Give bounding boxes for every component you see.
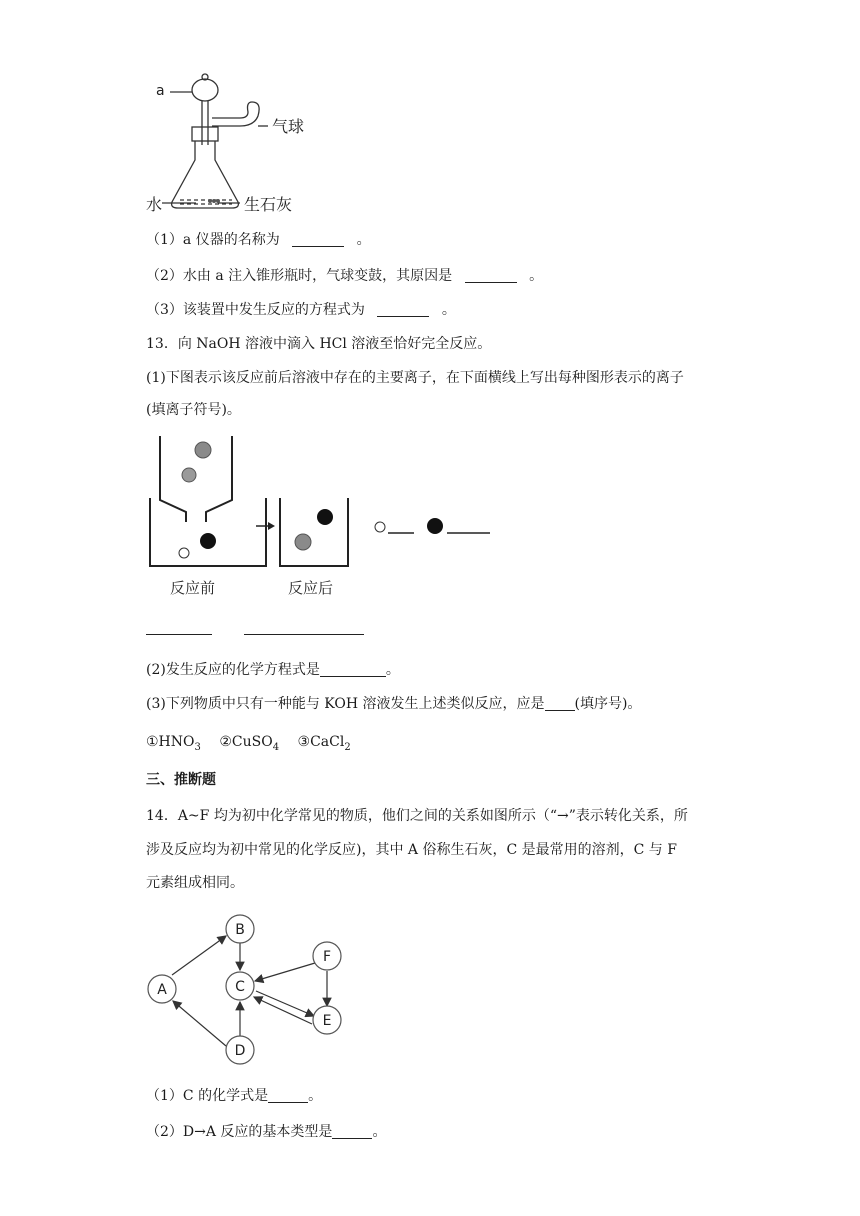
answer-blank[interactable] [465, 268, 517, 283]
label-before: 反应前 [170, 579, 216, 597]
q13-part3-end: (填序号)。 [574, 696, 642, 712]
ion-beaker-figure [140, 430, 500, 610]
node-A-label: A [157, 982, 167, 998]
q13-part2-end: 。 [385, 662, 400, 678]
section-title: 三、推断题 [146, 772, 216, 788]
ion-answer-blank-1[interactable] [146, 634, 212, 635]
ion-answer-blank-2[interactable] [244, 634, 364, 635]
ion-black-icon [317, 509, 333, 525]
q12-part1 [146, 230, 371, 250]
q14-part1 [146, 1086, 322, 1106]
option-2: ②CuSO$_4$ [219, 734, 280, 753]
q14-stem-line3: 元素组成相同。 [146, 875, 244, 891]
label-balloon: 气球 [272, 117, 305, 136]
q14-stem-line2: 涉及反应均为初中常见的化学反应)，其中 A 俗称生石灰，C 是最常用的溶剂，C 与 F [146, 842, 677, 858]
q14-stem-line1: 14．A~F 均为初中化学常见的物质，他们之间的关系如图所示（“→”表示转化关系，所 [146, 808, 688, 824]
answer-blank[interactable] [292, 232, 344, 247]
node-E-label: E [322, 1013, 332, 1029]
label-quicklime: 生石灰 [244, 195, 293, 214]
q13-part3-text: (3)下列物质中只有一种能与 KOH 溶液发生上述类似反应，应是 [146, 696, 545, 712]
q14-part1-end: 。 [308, 1088, 323, 1104]
label-water: 水 [146, 195, 163, 214]
legend-black-ion-icon [427, 518, 443, 534]
q12-part2-text: （2）水由 a 注入锥形瓶时，气球变鼓，其原因是 [146, 268, 453, 284]
answer-blank[interactable] [332, 1124, 372, 1139]
answer-blank[interactable] [545, 696, 575, 711]
q14-part2-text: （2）D→A 反应的基本类型是 [146, 1124, 333, 1140]
q12-part3-end: 。 [441, 302, 456, 318]
q13-options [146, 732, 351, 758]
option-1: $①HNO_3$ [146, 734, 201, 753]
label-a: a [156, 83, 165, 99]
label-after: 反应后 [288, 579, 334, 597]
ion-gray-icon [182, 468, 196, 482]
q13-part3 [146, 694, 641, 714]
q13-part2 [146, 660, 400, 680]
option-3: ③CaCl$_2$ [297, 734, 351, 753]
node-B-label: B [235, 922, 245, 938]
q12-part2 [146, 266, 543, 286]
q12-part3-text: （3）该装置中发生反应的方程式为 [146, 302, 365, 318]
q13-part2-text: (2)发生反应的化学方程式是 [146, 662, 320, 678]
q13-part1-line2: (填离子符号)。 [146, 402, 241, 418]
relation-diagram [140, 908, 360, 1068]
q13-stem: 13．向 NaOH 溶液中滴入 HCl 溶液至恰好完全反应。 [146, 336, 492, 352]
answer-blank[interactable] [268, 1088, 308, 1103]
q12-part1-text: （1）a 仪器的名称为 [146, 232, 280, 248]
answer-blank[interactable] [320, 662, 386, 677]
node-F-label: F [322, 949, 332, 965]
q12-part3 [146, 300, 456, 320]
flask-apparatus-figure [140, 70, 340, 220]
q13-part1-line1: (1)下图表示该反应前后溶液中存在的主要离子，在下面横线上写出每种图形表示的离子 [146, 370, 684, 386]
q12-part1-end: 。 [356, 232, 371, 248]
q14-part2-end: 。 [372, 1124, 387, 1140]
legend-white-ion-icon [375, 522, 385, 532]
ion-gray-large-icon [195, 442, 211, 458]
node-C-label: C [235, 979, 245, 995]
q14-part2 [146, 1122, 386, 1142]
ion-white-icon [179, 548, 189, 558]
ion-black-icon [200, 533, 216, 549]
answer-blank[interactable] [377, 302, 429, 317]
q12-part2-end: 。 [529, 268, 544, 284]
q14-part1-text: （1）C 的化学式是 [146, 1088, 269, 1104]
node-D-label: D [234, 1043, 246, 1059]
ion-gray-icon [295, 534, 311, 550]
